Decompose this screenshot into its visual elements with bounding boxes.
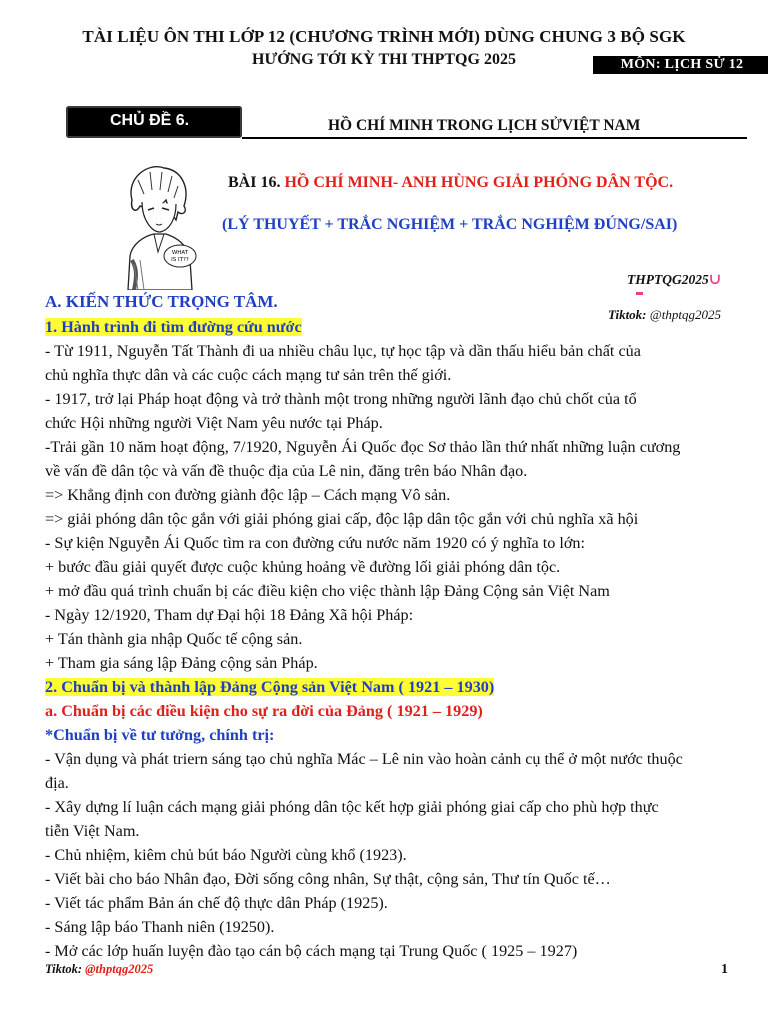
body-text-line: về vấn đề dân tộc và vấn đề thuộc địa của Lê nin, đăng trên báo Nhân đạo. xyxy=(45,462,528,480)
body-text-line: - Chủ nhiệm, kiêm chủ bút báo Người cùng khổ (1923). xyxy=(45,846,407,864)
cup-icon: ∪ xyxy=(708,272,722,288)
body-text-line: => giải phóng dân tộc gắn với giải phóng giai cấp, độc lập dân tộc gắn với chủ nghĩa xã hội xyxy=(45,510,639,528)
speech-bubble-text: WHAT xyxy=(171,250,189,256)
body-text-line: - Sáng lập báo Thanh niên (19250). xyxy=(45,918,275,936)
body-text-line: + bước đầu giải quyết được cuộc khủng hoảng về đường lối giải phóng dân tộc. xyxy=(45,558,561,576)
topic-underline xyxy=(242,137,747,139)
body-text-line: - Từ 1911, Nguyễn Tất Thành đi ua nhiều châu lục, tự học tập và dần thấu hiểu bản chất của xyxy=(45,342,641,360)
tiktok-credit: Tiktok: @thptqg2025 xyxy=(608,307,721,322)
brand-watermark: THPTQG2025∪ xyxy=(627,272,722,288)
page-number: 1 xyxy=(721,962,728,977)
lesson-title: BÀI 16. HỒ CHÍ MINH- ANH HÙNG GIẢI PHÓNG DÂN TỘC. xyxy=(228,174,674,191)
lesson-subtitle: (LÝ THUYẾT + TRẮC NGHIỆM + TRẮC NGHIỆM ĐÚNG/SAI) xyxy=(222,216,678,233)
topic-title: HỒ CHÍ MINH TRONG LỊCH SỬVIỆT NAM xyxy=(328,117,641,134)
heading-2a: a. Chuẩn bị các điều kiện cho sự ra đời của Đảng ( 1921 – 1929) xyxy=(45,702,483,720)
subject-badge: MÔN: LỊCH SỬ 12 xyxy=(593,56,768,74)
heading-2a-sub: *Chuẩn bị về tư tưởng, chính trị: xyxy=(45,726,275,744)
body-text-line: -Trải gần 10 năm hoạt động, 7/1920, Nguyễn Ái Quốc đọc Sơ thảo lần thứ nhất những luận cương xyxy=(45,438,681,456)
body-text-line: + mở đầu quá trình chuẩn bị các điều kiện cho việc thành lập Đảng Cộng sản Việt Nam xyxy=(45,582,610,600)
brand-dash-decoration xyxy=(636,292,643,295)
document-header-line2: HƯỚNG TỚI KỲ THI THPTQG 2025 xyxy=(252,51,516,68)
document-header-line1: TÀI LIỆU ÔN THI LỚP 12 (CHƯƠNG TRÌNH MỚI) DÙNG CHUNG 3 BỘ SGK xyxy=(82,27,686,46)
body-text-line: - Vận dụng và phát triern sáng tạo chủ nghĩa Mác – Lê nin vào hoàn cảnh cụ thể ở một nước thuộc xyxy=(45,750,683,768)
topic-label-badge: CHỦ ĐỀ 6. xyxy=(66,106,242,138)
body-text-line: - Sự kiện Nguyễn Ái Quốc tìm ra con đường cứu nước năm 1920 có ý nghĩa to lớn: xyxy=(45,534,586,552)
footer-tiktok: Tiktok: @thptqg2025 xyxy=(45,962,154,976)
anime-character-illustration xyxy=(118,160,198,290)
body-text-line: - Viết bài cho báo Nhân đạo, Đời sống công nhân, Sự thật, cộng sản, Thư tín Quốc tế… xyxy=(45,870,611,888)
body-text-line: - Mở các lớp huấn luyện đào tạo cán bộ cách mạng tại Trung Quốc ( 1925 – 1927) xyxy=(45,942,578,960)
heading-2: 2. Chuẩn bị và thành lập Đảng Cộng sản Việt Nam ( 1921 – 1930) xyxy=(45,678,495,696)
svg-text:IS IT??: IS IT?? xyxy=(171,257,189,263)
body-text-line: tiễn Việt Nam. xyxy=(45,822,140,840)
body-text-line: - Xây dựng lí luận cách mạng giải phóng dân tộc kết hợp giải phóng giai cấp cho phù hợp thực xyxy=(45,798,659,816)
body-text-line: - Ngày 12/1920, Tham dự Đại hội 18 Đảng Xã hội Pháp: xyxy=(45,606,414,624)
body-text-line: địa. xyxy=(45,774,69,792)
body-text-line: - Viết tác phẩm Bản án chế độ thực dân Pháp (1925). xyxy=(45,894,388,912)
section-a-heading: A. KIẾN THỨC TRỌNG TÂM. xyxy=(45,292,278,311)
body-text-line: chủ nghĩa thực dân và các cuộc cách mạng tư sản trên thế giới. xyxy=(45,366,452,384)
body-text-line: + Tham gia sáng lập Đảng cộng sản Pháp. xyxy=(45,654,318,672)
body-text-line: + Tán thành gia nhập Quốc tế cộng sản. xyxy=(45,630,303,648)
heading-1: 1. Hành trình đi tìm đường cứu nước xyxy=(45,318,302,336)
body-text-line: chức Hội những người Việt Nam yêu nước tại Pháp. xyxy=(45,414,383,432)
body-text-line: => Khẳng định con đường giành độc lập – Cách mạng Vô sản. xyxy=(45,486,451,504)
body-text-line: - 1917, trở lại Pháp hoạt động và trở thành một trong những người lãnh đạo chủ chốt của tổ xyxy=(45,390,637,408)
